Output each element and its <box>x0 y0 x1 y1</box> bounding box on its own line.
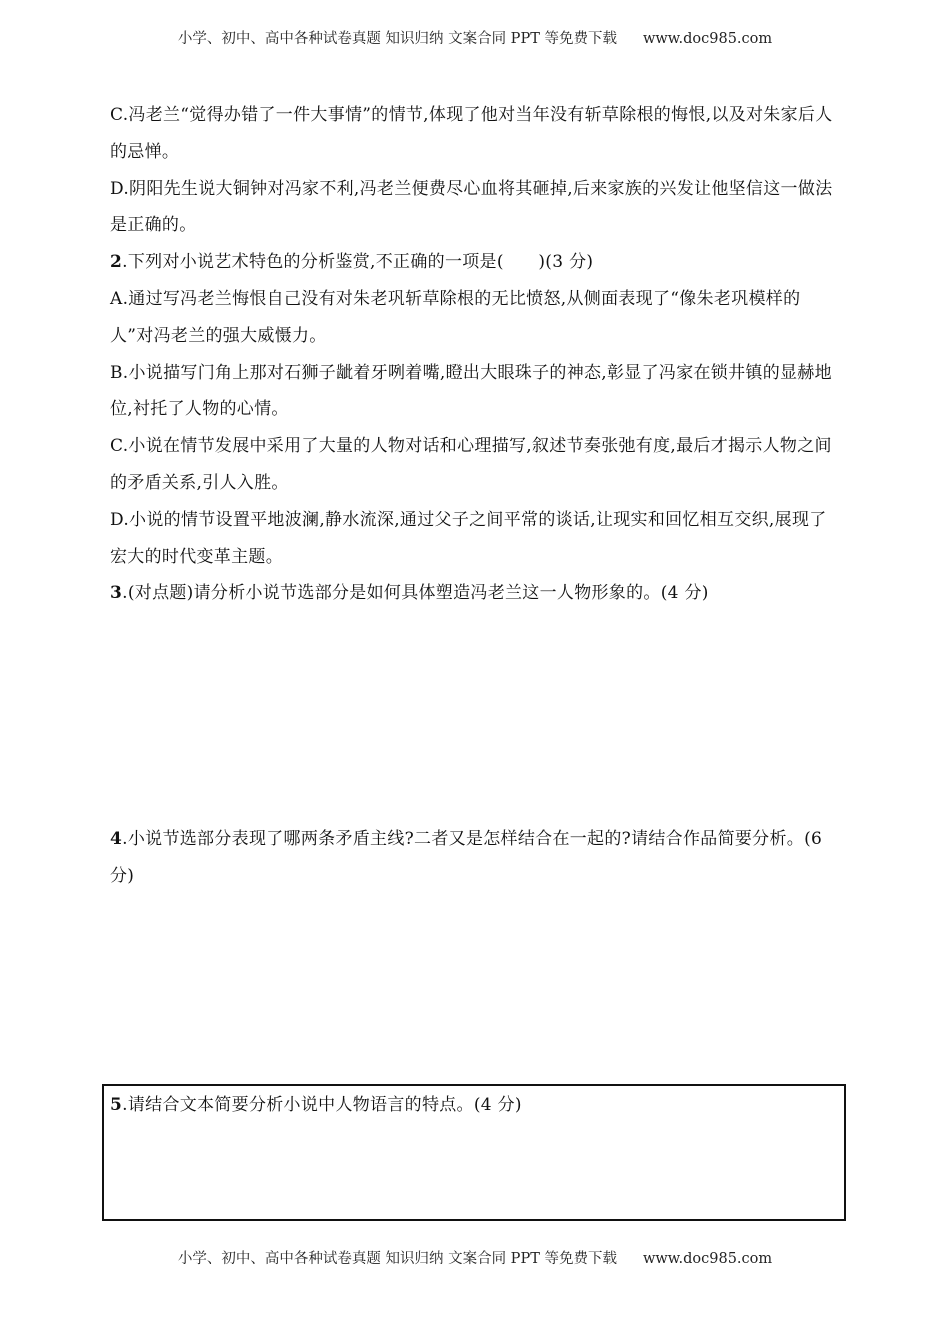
header-url[interactable]: www.doc985.com <box>642 31 773 47</box>
q1-option-d: D.阴阳先生说大铜钟对冯家不利,冯老兰便费尽心血将其砸掉,后来家族的兴发让他坚信这一做法是正确的。 <box>110 178 833 236</box>
q2-option-b: B.小说描写门角上那对石狮子龇着牙咧着嘴,瞪出大眼珠子的神态,彰显了冯家在锁井镇的显赫地位,衬托了人物的心情。 <box>110 362 832 420</box>
question-content <box>110 97 842 1066</box>
page-footer <box>0 1247 950 1268</box>
footer-text: 小学、初中、高中各种试卷真题 知识归纳 文案合同 PPT 等免费下载 <box>177 1251 617 1267</box>
q4-answer-space[interactable] <box>110 895 842 1066</box>
q2-number: 2 <box>110 252 123 273</box>
q5-number: 5 <box>110 1095 123 1115</box>
q4-stem-text: .小说节选部分表现了哪两条矛盾主线?二者又是怎样结合在一起的?请结合作品简要分析。(6 分) <box>110 829 823 886</box>
q4-stem <box>110 821 842 895</box>
header-text: 小学、初中、高中各种试卷真题 知识归纳 文案合同 PPT 等免费下载 <box>177 31 617 47</box>
q3-stem-text: .(对点题)请分析小说节选部分是如何具体塑造冯老兰这一人物形象的。(4 分) <box>122 583 709 604</box>
footer-url[interactable]: www.doc985.com <box>642 1251 773 1267</box>
q5-stem-text: .请结合文本简要分析小说中人物语言的特点。(4 分) <box>122 1095 522 1115</box>
page-header <box>0 27 950 48</box>
q2-option-c: C.小说在情节发展中采用了大量的人物对话和心理描写,叙述节奏张弛有度,最后才揭示人物之间的矛盾关系,引人入胜。 <box>110 436 832 493</box>
q2-stem-text: .下列对小说艺术特色的分析鉴赏,不正确的一项是( )(3 分) <box>122 252 594 273</box>
q2-option-a: A.通过写冯老兰悔恨自己没有对朱老巩斩草除根的无比愤怒,从侧面表现了“像朱老巩模样的人”对冯老兰的强大威慑力。 <box>110 288 801 346</box>
q1-option-c: C.冯老兰“觉得办错了一件大事情”的情节,体现了他对当年没有斩草除根的悔恨,以及对朱家后人的忌惮。 <box>110 105 833 162</box>
q3-answer-space[interactable] <box>110 612 842 821</box>
q3-number: 3 <box>110 583 123 604</box>
q3-stem <box>110 575 842 612</box>
q2-stem <box>110 244 842 281</box>
q5-stem <box>110 1090 522 1120</box>
q4-number: 4 <box>110 829 123 850</box>
q5-answer-box[interactable] <box>102 1084 846 1221</box>
q2-option-d: D.小说的情节设置平地波澜,静水流深,通过父子之间平常的谈话,让现实和回忆相互交织,展现了宏大的时代变革主题。 <box>110 509 827 567</box>
